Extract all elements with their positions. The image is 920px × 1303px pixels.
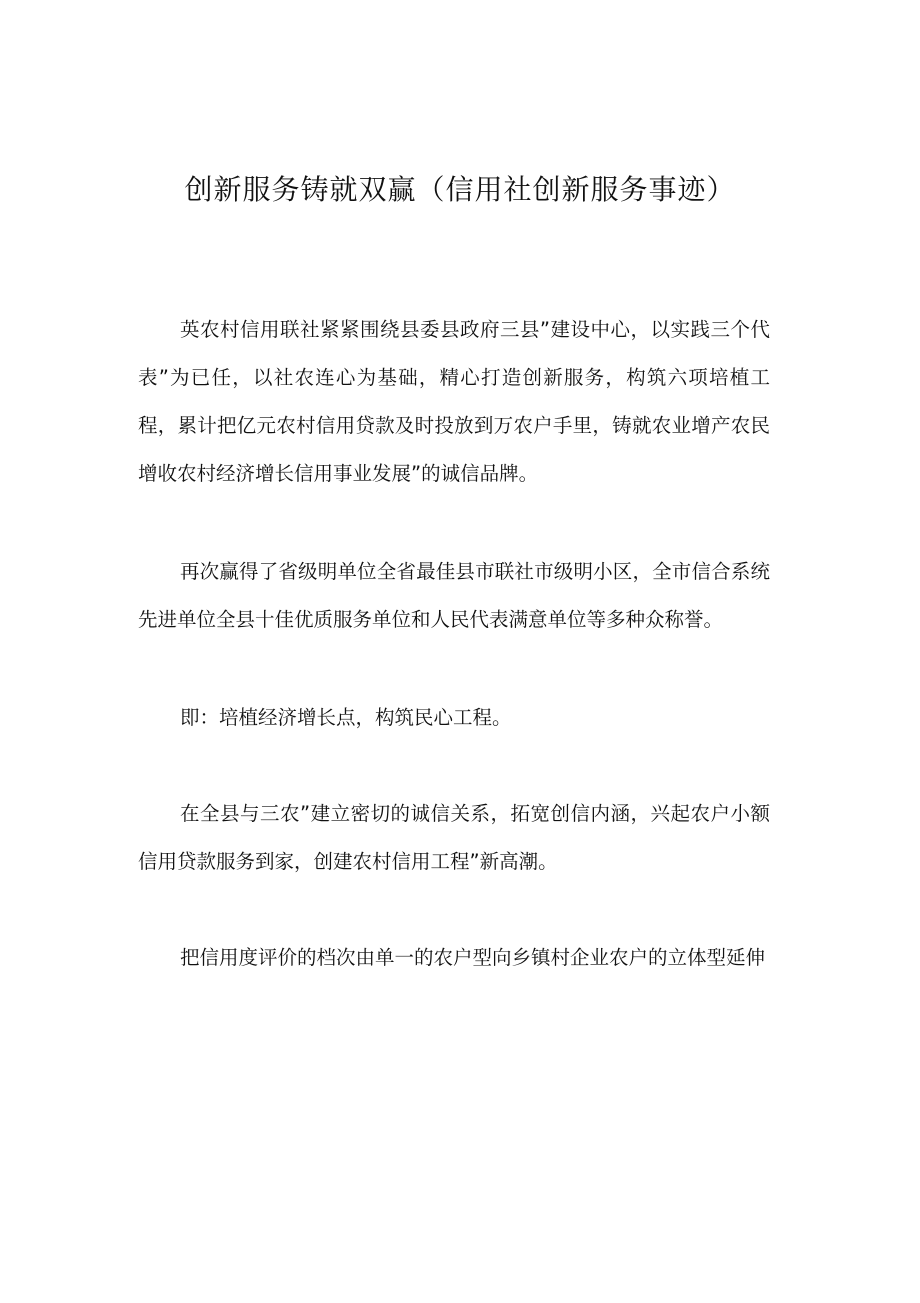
paragraph-2: 再次赢得了省级明单位全省最佳县市联社市级明小区，全市信合系统先进单位全县十佳优质服务单位和人民代表满意单位等多种众称誉。 [138, 560, 770, 631]
document-title: 创新服务铸就双赢（信用社创新服务事迹） [184, 173, 736, 206]
paragraph-1: 英农村信用联社紧紧围绕县委县政府三县”建设中心，以实践三个代表”为已任，以社农连心为基础，精心打造创新服务，构筑六项培植工程，累计把亿元农村信用贷款及时投放到万农户手里，铸就农业增产农民增收农村经济增长信用事业发展”的诚信品牌。 [138, 318, 770, 485]
paragraph-4: 在全县与三农”建立密切的诚信关系，拓宽创信内涵，兴起农户小额信用贷款服务到家，创建农村信用工程”新高潮。 [138, 802, 770, 873]
paragraph-5: 把信用度评价的档次由单一的农户型向乡镇村企业农户的立体型延伸 [180, 946, 766, 969]
paragraph-3: 即：培植经济增长点，构筑民心工程。 [180, 706, 512, 729]
